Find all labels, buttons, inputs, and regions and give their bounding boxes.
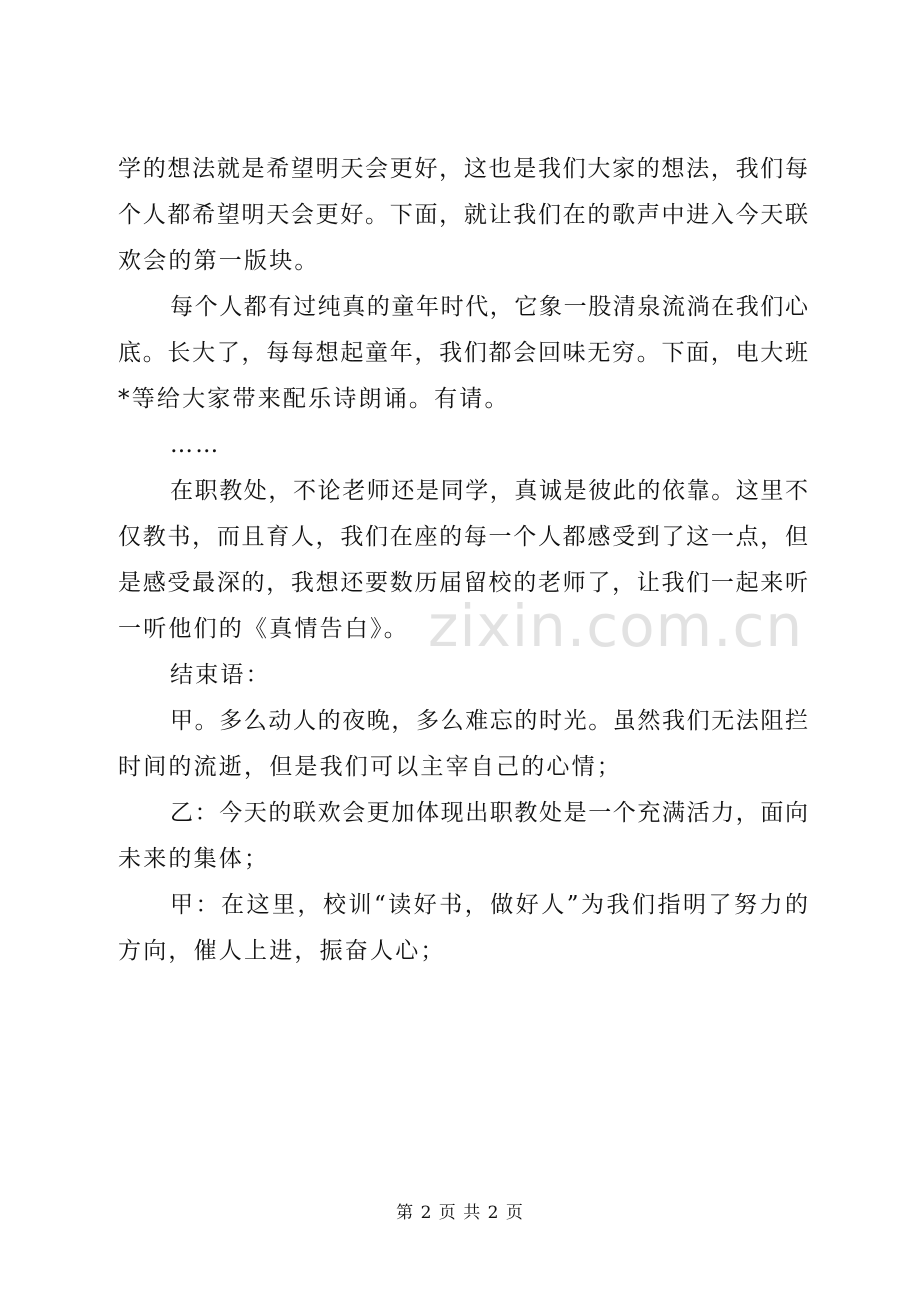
text-line: *等给大家带来配乐诗朗诵。有请。 <box>118 386 510 412</box>
text-line: 乙：今天的联欢会更加体现出职教处是一个充满活力，面向 <box>170 800 808 826</box>
text-line: 每个人都有过纯真的童年时代，它象一股清泉流淌在我们心 <box>170 294 808 320</box>
text-line: 学的想法就是希望明天会更好，这也是我们大家的想法，我们每 <box>118 156 808 182</box>
text-line: 未来的集体； <box>118 846 270 872</box>
text-line: 一听他们的《真情告白》。 <box>118 616 409 642</box>
text-line: 时间的流逝，但是我们可以主宰自己的心情； <box>118 754 622 780</box>
text-line: 方向，催人上进，振奋人心； <box>118 938 446 964</box>
text-line: 欢会的第一版块。 <box>118 248 320 274</box>
page-footer: 第 2 页 共 2 页 <box>396 1203 524 1223</box>
ellipsis-line: …… <box>170 432 221 458</box>
text-line: 是感受最深的，我想还要数历届留校的老师了，让我们一起来听 <box>118 570 808 596</box>
text-line: 底。长大了，每每想起童年，我们都会回味无穷。下面，电大班 <box>118 340 808 366</box>
text-line: 甲：在这里，校训“读好书，做好人”为我们指明了努力的 <box>170 892 808 918</box>
text-line: 在职教处，不论老师还是同学，真诚是彼此的依靠。这里不 <box>170 478 808 504</box>
document-body <box>118 146 808 974</box>
text-line: 甲。多么动人的夜晚，多么难忘的时光。虽然我们无法阻拦 <box>170 708 808 734</box>
section-heading: 结束语： <box>170 662 271 688</box>
text-line: 仅教书，而且育人，我们在座的每一个人都感受到了这一点，但 <box>118 524 808 550</box>
watermark: zixin.com.cn <box>428 592 804 660</box>
text-line: 个人都希望明天会更好。下面，就让我们在的歌声中进入今天联 <box>118 202 808 228</box>
